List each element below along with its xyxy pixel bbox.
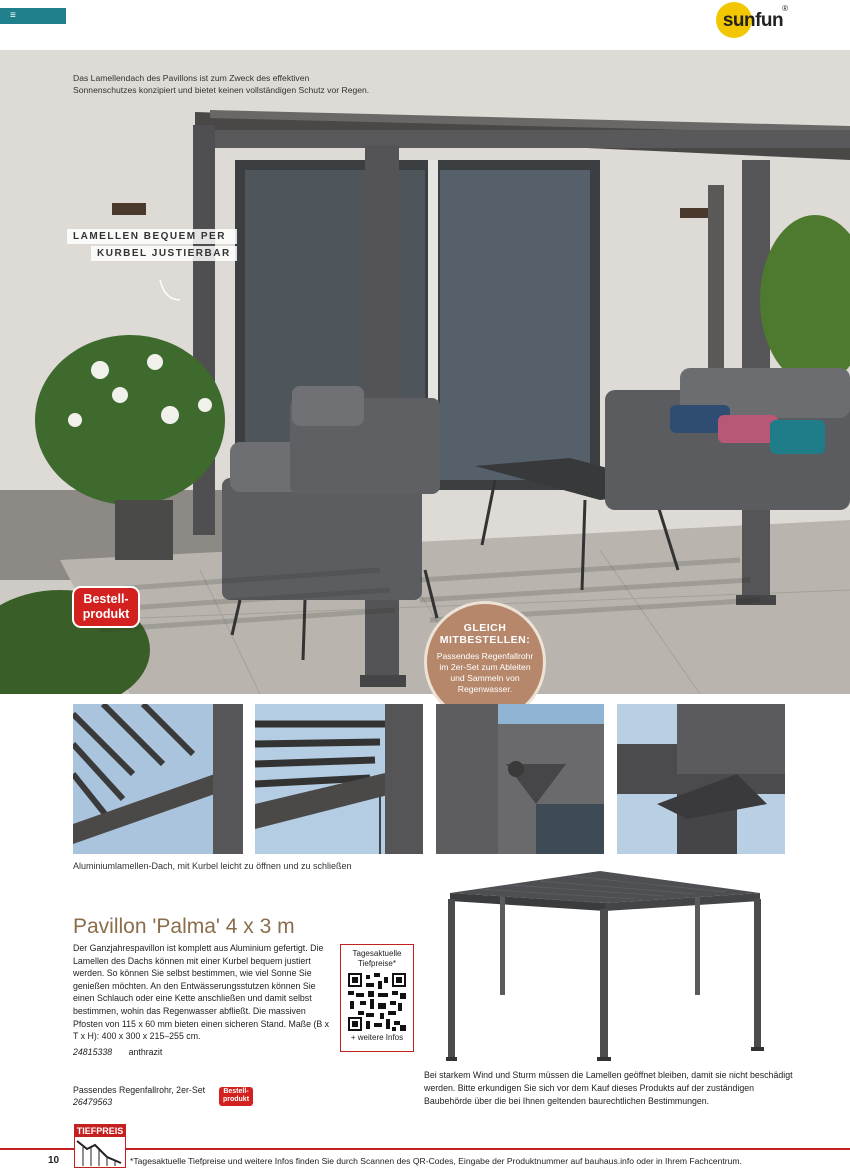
brand-reg: ® xyxy=(782,4,788,13)
accessory-label: Passendes Regenfallrohr, 2er-Set xyxy=(73,1085,206,1095)
section-tab-label: ≡ xyxy=(10,10,16,21)
lamellen-open-photo xyxy=(73,704,243,854)
sunfun-logo xyxy=(716,2,790,42)
article-number: 24815338 xyxy=(73,1047,113,1057)
lamellen-label-line1: LAMELLEN BEQUEM PER xyxy=(67,229,237,244)
tiefpreis-logo xyxy=(74,1124,126,1168)
article-color: anthrazit xyxy=(128,1047,163,1057)
accessory-bestell-line2: produkt xyxy=(222,1096,250,1103)
lamellen-label xyxy=(67,229,237,263)
footnote: *Tagesaktuelle Tiefpreise und weitere Infos finden Sie durch Scannen des QR-Codes, Eingabe der Produktnummer auf bauhaus.info oder in Ihrem Fachcentrum. xyxy=(130,1156,742,1166)
lamellen-label-line2: KURBEL JUSTIERBAR xyxy=(91,246,237,261)
qr-title-line1: Tagesaktuelle xyxy=(352,949,402,958)
accessory-bestell-badge xyxy=(219,1087,253,1106)
bestell-line1: Bestell- xyxy=(83,592,129,606)
article-line xyxy=(73,1047,162,1057)
corner-detail-photo xyxy=(617,704,785,854)
thumb-lamellen-crank xyxy=(255,704,423,854)
thumb-crank-detail xyxy=(436,704,604,854)
qr-info: + weitere Infos xyxy=(350,1033,404,1042)
qr-title xyxy=(341,949,413,969)
thumb-lamellen-open xyxy=(73,704,243,854)
accessory-number: 26479563 xyxy=(73,1097,113,1107)
lamellen-crank-photo xyxy=(255,704,423,854)
hero-caption: Das Lamellendach des Pavillons ist zum Zweck des effektiven Sonnenschutzes konzipiert und bietet keinen vollständigen Schutz vor Regen. xyxy=(73,73,370,95)
thumbs-caption: Aluminiumlamellen-Dach, mit Kurbel leicht zu öffnen und zu schließen xyxy=(73,861,352,871)
bestell-line2: produkt xyxy=(82,607,130,621)
accessory xyxy=(73,1084,205,1108)
tiefpreis-label: TIEFPREIS xyxy=(76,1126,124,1136)
badge-title-line2: MITBESTELLEN: xyxy=(439,634,531,646)
footer-divider xyxy=(0,1148,850,1150)
price-drop-icon xyxy=(75,1137,124,1166)
wind-notice: Bei starkem Wind und Sturm müssen die Lamellen geöffnet bleiben, damit sie nicht beschädigt werden. Bitte erkundigen Sie sich vor dem Kauf dieses Produkts auf der zuständigen Baubehörde über die bei Ihnen geltenden baurechtlichen Bestimmungen. xyxy=(424,1070,793,1106)
badge-title-line1: GLEICH xyxy=(463,622,507,634)
qr-box[interactable] xyxy=(340,944,414,1052)
bestellprodukt-badge xyxy=(74,588,138,626)
pavilion-product-image xyxy=(440,865,770,1065)
product-title: Pavillon 'Palma' 4 x 3 m xyxy=(73,915,295,938)
badge-title xyxy=(427,622,543,646)
brand-name: sunfun xyxy=(722,10,784,31)
badge-text: Passendes Regenfallrohr im 2er-Set zum Ableiten und Sammeln von Regenwasser. xyxy=(436,651,534,694)
qr-code-icon[interactable] xyxy=(348,973,406,1031)
qr-title-line2: Tiefpreise* xyxy=(358,959,396,968)
accessory-bestell-line1: Bestell- xyxy=(223,1088,249,1095)
product-description: Der Ganzjahrespavillon ist komplett aus Aluminium gefertigt. Die Lamellen des Dachs können mit einer Kurbel bequem justiert werden. So können Sie selbst bestimmen, wie viel Sonne Sie genießen möchten. An den Entwässerungsstutzen können Sie einen Schlauch oder eine Kette anschließen und damit selbst bestimmen, wohin das Regenwasser abfließt. Die massiven Pfosten von 115 x 60 mm bieten einen sicheren Stand. Maße (B x T x H): 400 x 300 x 215–255 cm. xyxy=(73,943,330,1042)
pavilion-cutout xyxy=(440,865,770,1065)
section-tab xyxy=(0,8,66,24)
crank-detail-photo xyxy=(436,704,604,854)
page-number: 10 xyxy=(48,1155,60,1166)
thumb-corner-detail xyxy=(617,704,785,854)
